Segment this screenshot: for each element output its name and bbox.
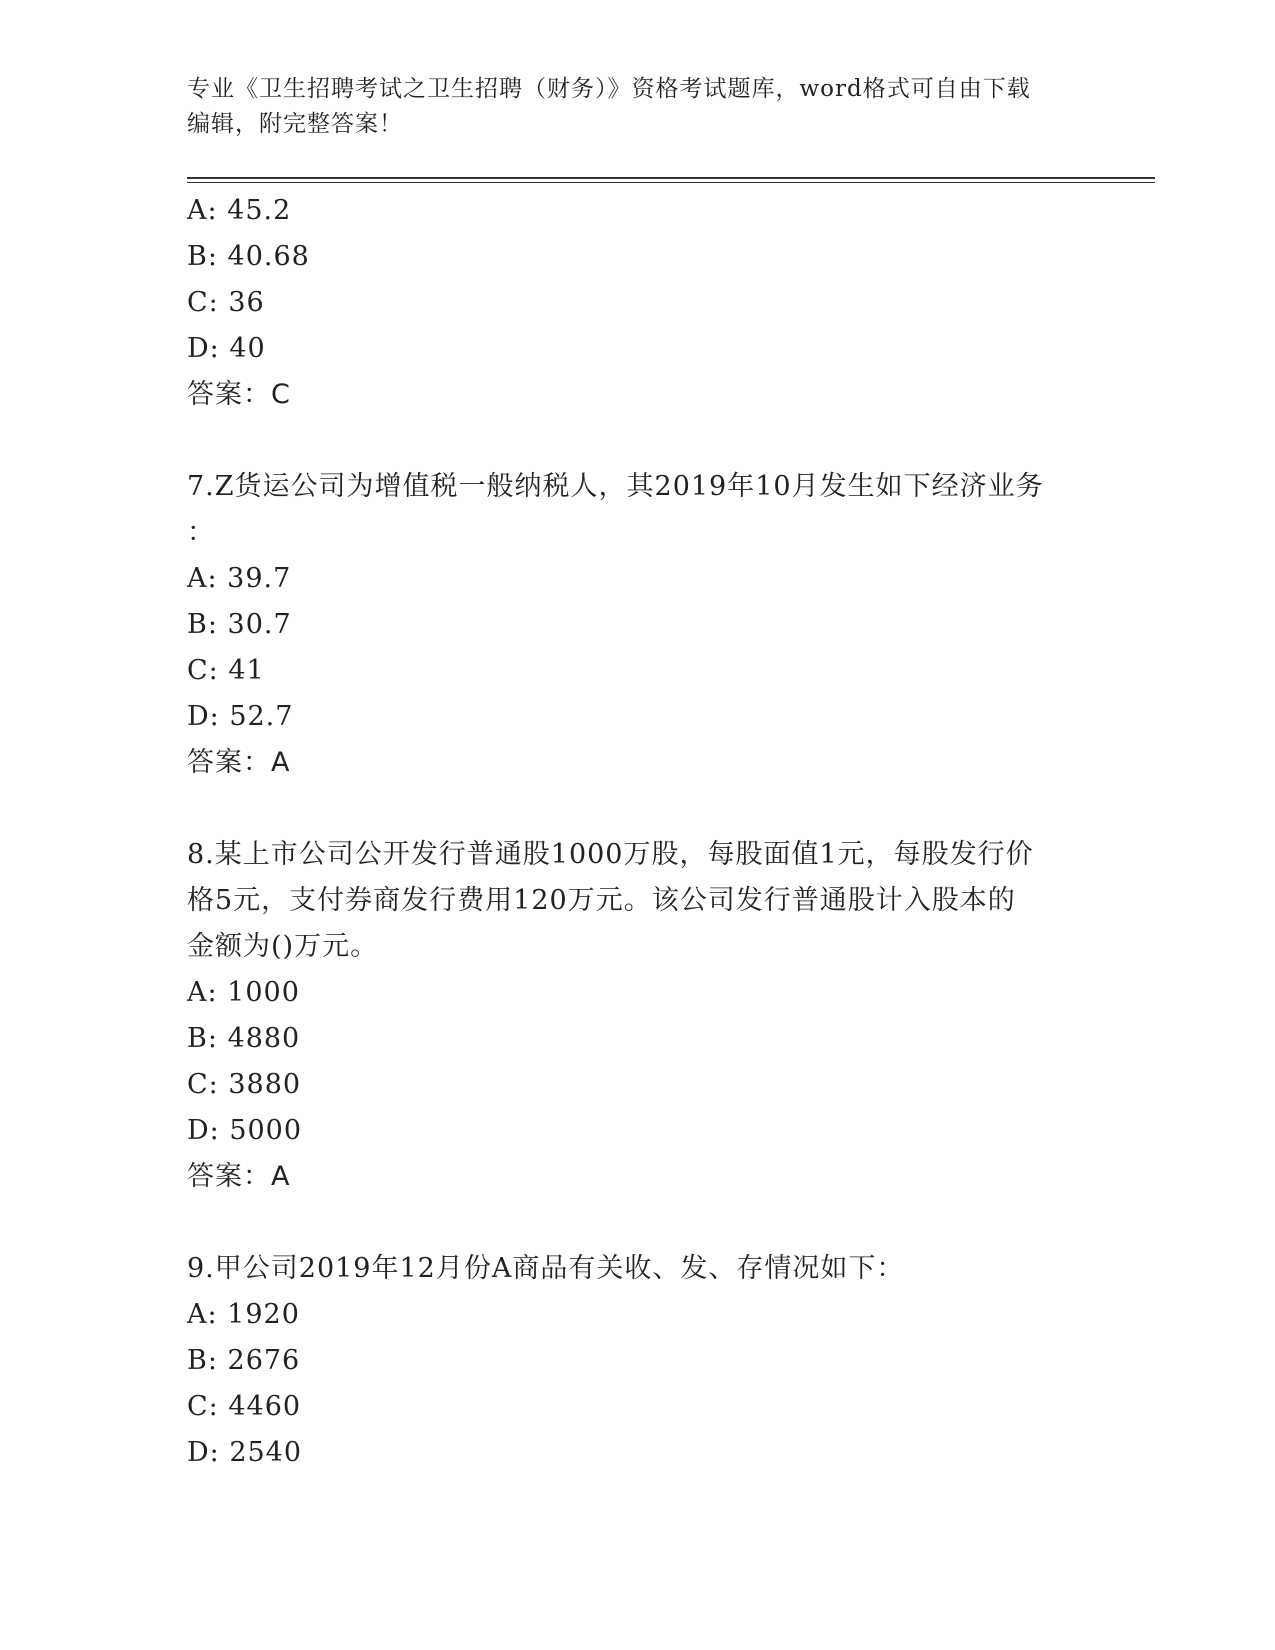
question-6: [187, 188, 1087, 418]
option-a: A: 1000: [187, 977, 300, 1008]
option-c: C: 4460: [187, 1391, 302, 1422]
option-d: D: 5000: [187, 1115, 303, 1146]
header-line-1: 专业《卫生招聘考试之卫生招聘（财务）》资格考试题库，word格式可自由下载: [187, 76, 1031, 102]
option-c: C: 36: [187, 287, 265, 318]
option-b: B: 40.68: [187, 241, 310, 272]
question-7: [187, 464, 1087, 786]
option-b: B: 4880: [187, 1023, 301, 1054]
question-list: [187, 188, 1087, 1476]
question-stem-continued: ：: [187, 517, 215, 548]
option-b: B: 2676: [187, 1345, 301, 1376]
option-c: C: 41: [187, 655, 265, 686]
header-line-2: 编辑，附完整答案！: [187, 111, 403, 137]
answer: 答案：C: [187, 379, 291, 410]
header-rule-thin: [187, 182, 1155, 183]
document-header: [187, 72, 1087, 142]
option-a: A: 39.7: [187, 563, 292, 594]
option-c: C: 3880: [187, 1069, 302, 1100]
question-9: [187, 1246, 1087, 1476]
option-d: D: 40: [187, 333, 266, 364]
option-d: D: 52.7: [187, 701, 294, 732]
question-stem-continued: 格5元，支付券商发行费用120万元。该公司发行普通股计入股本的: [187, 885, 1016, 916]
option-a: A: 45.2: [187, 195, 292, 226]
option-d: D: 2540: [187, 1437, 303, 1468]
option-b: B: 30.7: [187, 609, 292, 640]
question-stem-continued: 金额为()万元。: [187, 931, 379, 962]
question-stem: 9.甲公司2019年12月份A商品有关收、发、存情况如下：: [187, 1253, 905, 1284]
question-stem: 7.Z货运公司为增值税一般纳税人，其2019年10月发生如下经济业务: [187, 471, 1044, 502]
question-stem: 8.某上市公司公开发行普通股1000万股，每股面值1元，每股发行价: [187, 839, 1034, 870]
answer: 答案：A: [187, 1161, 291, 1192]
question-8: [187, 832, 1087, 1200]
header-rule-thick: [187, 177, 1155, 179]
option-a: A: 1920: [187, 1299, 300, 1330]
answer: 答案：A: [187, 747, 291, 778]
